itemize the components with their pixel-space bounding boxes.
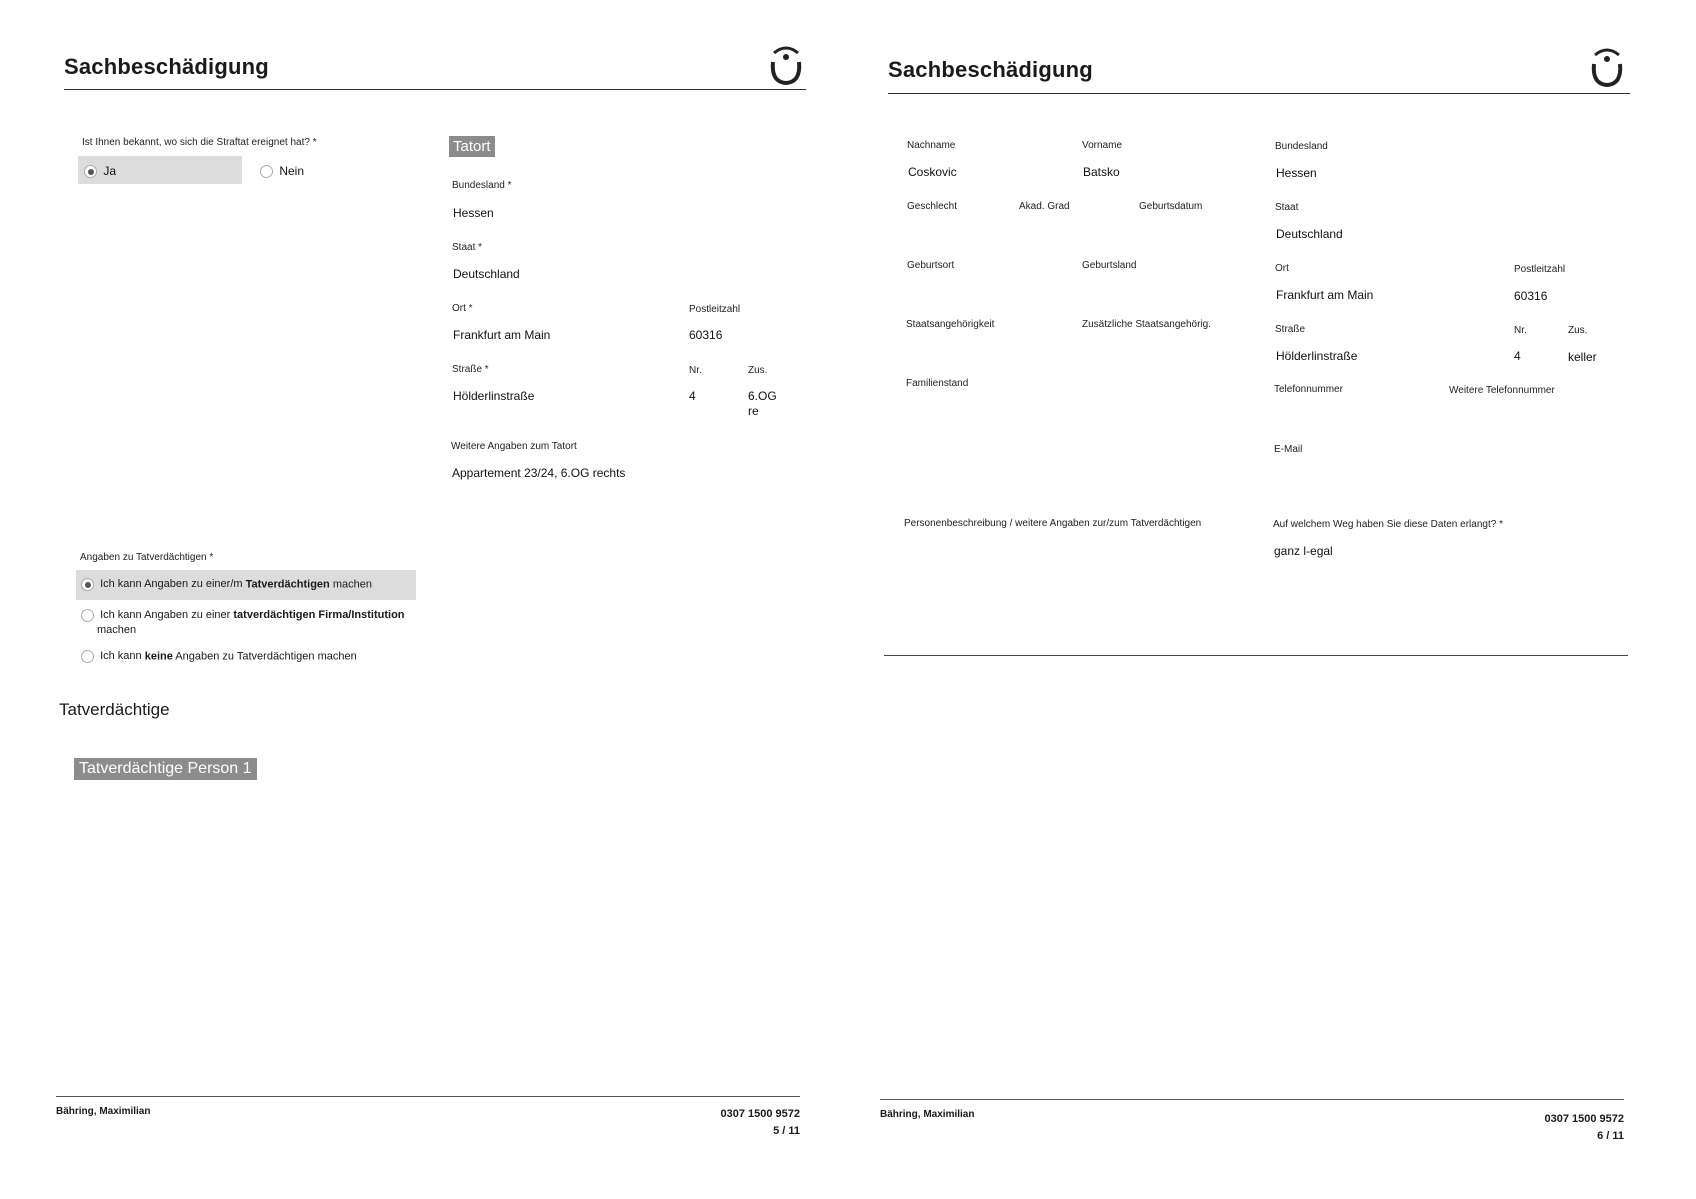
suspect-option-person-bold: Tatverdächtigen xyxy=(245,578,330,591)
strasse-value: Hölderlinstraße xyxy=(1276,349,1358,363)
footer-name: Bähring, Maximilian xyxy=(56,1106,151,1117)
footer-name: Bähring, Maximilian xyxy=(880,1109,975,1120)
ort-label: Ort * xyxy=(452,303,473,314)
suspect-person-tag: Tatverdächtige Person 1 xyxy=(74,758,257,780)
tatort-section-tag: Tatort xyxy=(449,136,495,157)
ort-value: Frankfurt am Main xyxy=(453,328,551,342)
familienstand-label: Familienstand xyxy=(906,378,969,389)
suspect-option-none[interactable] xyxy=(81,650,357,663)
geburtsort-label: Geburtsort xyxy=(907,260,955,271)
suspect-option-none-text: Ich kann xyxy=(100,650,145,663)
nr-label: Nr. xyxy=(689,365,702,376)
weitere-angaben-label: Weitere Angaben zum Tatort xyxy=(451,441,577,452)
zus-label: Zus. xyxy=(748,365,768,376)
bundesland-label: Bundesland * xyxy=(452,180,512,191)
ort-label: Ort xyxy=(1275,263,1289,274)
radio-yes-indicator[interactable] xyxy=(84,165,97,178)
staat-value: Deutschland xyxy=(1276,227,1343,241)
footer-page: 5 / 11 xyxy=(773,1125,800,1137)
suspect-option-person-tail: machen xyxy=(329,578,372,591)
geburtsland-label: Geburtsland xyxy=(1082,260,1137,271)
suspect-option-company-bold: tatverdächtigen Firma/Institution xyxy=(233,609,405,621)
suspect-option-none-bold: keine xyxy=(144,650,173,663)
suspect-question-label: Angaben zu Tatverdächtigen * xyxy=(80,552,214,563)
weitere-telefonnummer-label: Weitere Telefonnummer xyxy=(1449,385,1555,396)
staatsangehoerigkeit-label: Staatsangehörigkeit xyxy=(906,319,995,330)
strasse-label: Straße * xyxy=(452,364,489,375)
plz-label: Postleitzahl xyxy=(1514,264,1566,275)
data-source-value: ganz l-egal xyxy=(1274,544,1333,558)
police-logo-icon xyxy=(768,44,804,86)
telefonnummer-label: Telefonnummer xyxy=(1274,384,1343,395)
title-divider xyxy=(64,89,806,90)
nr-value: 4 xyxy=(689,389,696,403)
bundesland-value: Hessen xyxy=(453,206,494,220)
police-logo-icon xyxy=(1589,46,1625,88)
title-divider xyxy=(888,93,1630,94)
suspect-option-company[interactable] xyxy=(81,608,405,638)
radio-option-yes[interactable] xyxy=(84,164,116,178)
section-heading-tatverdaechtige: Tatverdächtige xyxy=(59,700,170,719)
section-divider xyxy=(884,655,1628,656)
zusaetzliche-staatsangehoerigkeit-label: Zusätzliche Staatsangehörig. xyxy=(1082,319,1211,330)
form-page-6 xyxy=(848,0,1696,1199)
radio-no-label: Nein xyxy=(279,164,305,178)
staat-label: Staat xyxy=(1275,202,1299,213)
page-title: Sachbeschädigung xyxy=(888,57,1093,82)
zus-value-line2: re xyxy=(748,404,759,418)
location-question-label: Ist Ihnen bekannt, wo sich die Straftat ereignet hat? * xyxy=(82,137,317,148)
bundesland-label: Bundesland xyxy=(1275,141,1328,152)
staat-value: Deutschland xyxy=(453,267,520,281)
suspect-person-radio[interactable] xyxy=(81,578,94,591)
nr-value: 4 xyxy=(1514,349,1521,363)
nr-label: Nr. xyxy=(1514,325,1527,336)
vorname-label: Vorname xyxy=(1082,140,1123,151)
page-title: Sachbeschädigung xyxy=(64,54,269,79)
suspect-option-person[interactable] xyxy=(81,578,372,591)
footer-divider xyxy=(880,1099,1624,1100)
plz-value: 60316 xyxy=(1514,289,1548,303)
akad-grad-label: Akad. Grad xyxy=(1019,201,1070,212)
suspect-option-none-tail: Angaben zu Tatverdächtigen machen xyxy=(172,650,357,663)
suspect-option-company-tail: machen xyxy=(97,624,137,636)
staat-label: Staat * xyxy=(452,242,483,253)
suspect-company-radio[interactable] xyxy=(81,609,94,622)
vorname-value: Batsko xyxy=(1083,165,1120,179)
footer-number: 0307 1500 9572 xyxy=(720,1108,800,1120)
radio-no-indicator[interactable] xyxy=(260,165,273,178)
plz-label: Postleitzahl xyxy=(689,304,741,315)
nachname-label: Nachname xyxy=(907,140,956,151)
plz-value: 60316 xyxy=(689,328,723,342)
suspect-none-radio[interactable] xyxy=(81,650,94,663)
bundesland-value: Hessen xyxy=(1276,166,1317,180)
suspect-option-company-text: Ich kann Angaben zu einer xyxy=(100,609,234,621)
radio-option-no[interactable] xyxy=(260,164,304,178)
footer-page: 6 / 11 xyxy=(1597,1130,1624,1142)
zus-value: keller xyxy=(1568,350,1597,364)
data-source-question-label: Auf welchem Weg haben Sie diese Daten erlangt? * xyxy=(1273,519,1503,530)
footer-divider xyxy=(56,1096,800,1097)
strasse-value: Hölderlinstraße xyxy=(453,389,535,403)
suspect-option-person-text: Ich kann Angaben zu einer/m xyxy=(100,578,246,591)
strasse-label: Straße xyxy=(1275,324,1306,335)
email-label: E-Mail xyxy=(1274,444,1303,455)
zus-value-line1: 6.OG xyxy=(748,389,777,403)
nachname-value: Coskovic xyxy=(908,165,957,179)
personenbeschreibung-label: Personenbeschreibung / weitere Angaben zur/zum Tatverdächtigen xyxy=(904,518,1202,529)
geburtsdatum-label: Geburtsdatum xyxy=(1139,201,1203,212)
radio-yes-label: Ja xyxy=(103,164,117,178)
zus-label: Zus. xyxy=(1568,325,1588,336)
geschlecht-label: Geschlecht xyxy=(907,201,958,212)
weitere-angaben-value: Appartement 23/24, 6.OG rechts xyxy=(452,466,626,480)
footer-number: 0307 1500 9572 xyxy=(1544,1113,1624,1125)
ort-value: Frankfurt am Main xyxy=(1276,288,1374,302)
